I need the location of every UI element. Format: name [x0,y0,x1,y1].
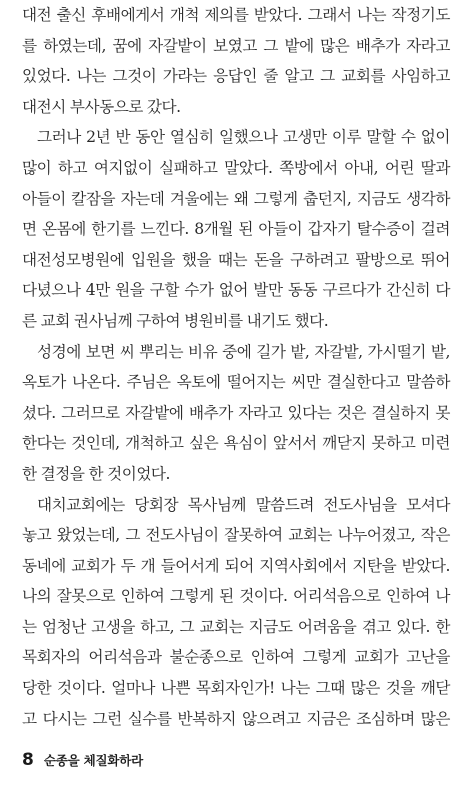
body-text [22,0,450,734]
text-line: 른 교회 권사님께 구하여 병원비를 내기도 했다. [22,311,329,330]
text-line: 나의 잘못으로 인하여 그렇게 된 것이다. 어리석음으로 인하여 나 [22,587,450,606]
paragraph-first-line: 성경에 보면 씨 뿌리는 비유 중에 길가 밭, 자갈밭, 가시떨기 밭, [37,342,450,361]
text-line: 다녔으나 4만 원을 구할 수가 없어 발만 동동 구르다가 간신히 다 [22,281,450,300]
running-title: 순종을 체질화하라 [43,753,143,768]
text-line: 목회자의 어리석음과 불순종으로 인하여 그렇게 교회가 고난을 [22,648,450,667]
text-line: 한다는 것인데, 개척하고 싶은 욕심이 앞서서 깨닫지 못하고 미련 [22,434,450,453]
paragraph-first-line: 대치교회에는 당회장 목사님께 말씀드려 전도사님을 모셔다 [37,495,450,514]
text-line: 는 엄청난 고생을 하고, 그 교회는 지금도 어려움을 겪고 있다. 한 [22,617,450,636]
text-line: 고 다시는 그런 실수를 반복하지 않으려고 지금은 조심하며 많은 [22,709,450,728]
text-line: 놓고 왔었는데, 그 전도사님이 잘못하여 교회는 나누어졌고, 작은 [22,526,450,545]
text-line: 아들이 칼잠을 자는데 겨울에는 왜 그렇게 춥던지, 지금도 생각하 [22,189,450,208]
text-line: 당한 것이다. 얼마나 나쁜 목회자인가! 나는 그때 많은 것을 깨닫 [22,679,450,698]
text-line: 대전시 부사동으로 갔다. [22,97,181,116]
text-line: 한 결정을 한 것이었다. [22,464,171,483]
page-number: 8 [22,750,34,770]
text-line: 대전 출신 후배에게서 개척 제의를 받았다. 그래서 나는 작정기도 [22,6,450,24]
page-footer [22,750,143,780]
text-line: 면 온몸에 한기를 느낀다. 8개월 된 아들이 갑자기 탈수증이 걸려 [22,220,450,239]
text-line: 를 하였는데, 꿈에 자갈밭이 보였고 그 밭에 많은 배추가 자라고 [22,36,450,55]
text-line: 동네에 교회가 두 개 들어서게 되어 지역사회에서 지탄을 받았다. [22,556,450,575]
text-line: 옥토가 나온다. 주님은 옥토에 떨어지는 씨만 결실한다고 말씀하 [22,373,450,392]
text-line: 많이 하고 여지없이 실패하고 말았다. 쪽방에서 아내, 어린 딸과 [22,158,450,177]
paragraph-first-line: 그러나 2년 반 동안 열심히 일했으나 고생만 이루 말할 수 없이 [37,128,450,147]
text-line: 대전성모병원에 입원을 했을 때는 돈을 구하려고 팔방으로 뛰어 [22,250,450,269]
text-line: 셨다. 그러므로 자갈밭에 배추가 자라고 있다는 것은 결실하지 못 [22,403,450,422]
text-line: 있었다. 나는 그것이 가라는 응답인 줄 알고 그 교회를 사임하고 [22,67,450,86]
